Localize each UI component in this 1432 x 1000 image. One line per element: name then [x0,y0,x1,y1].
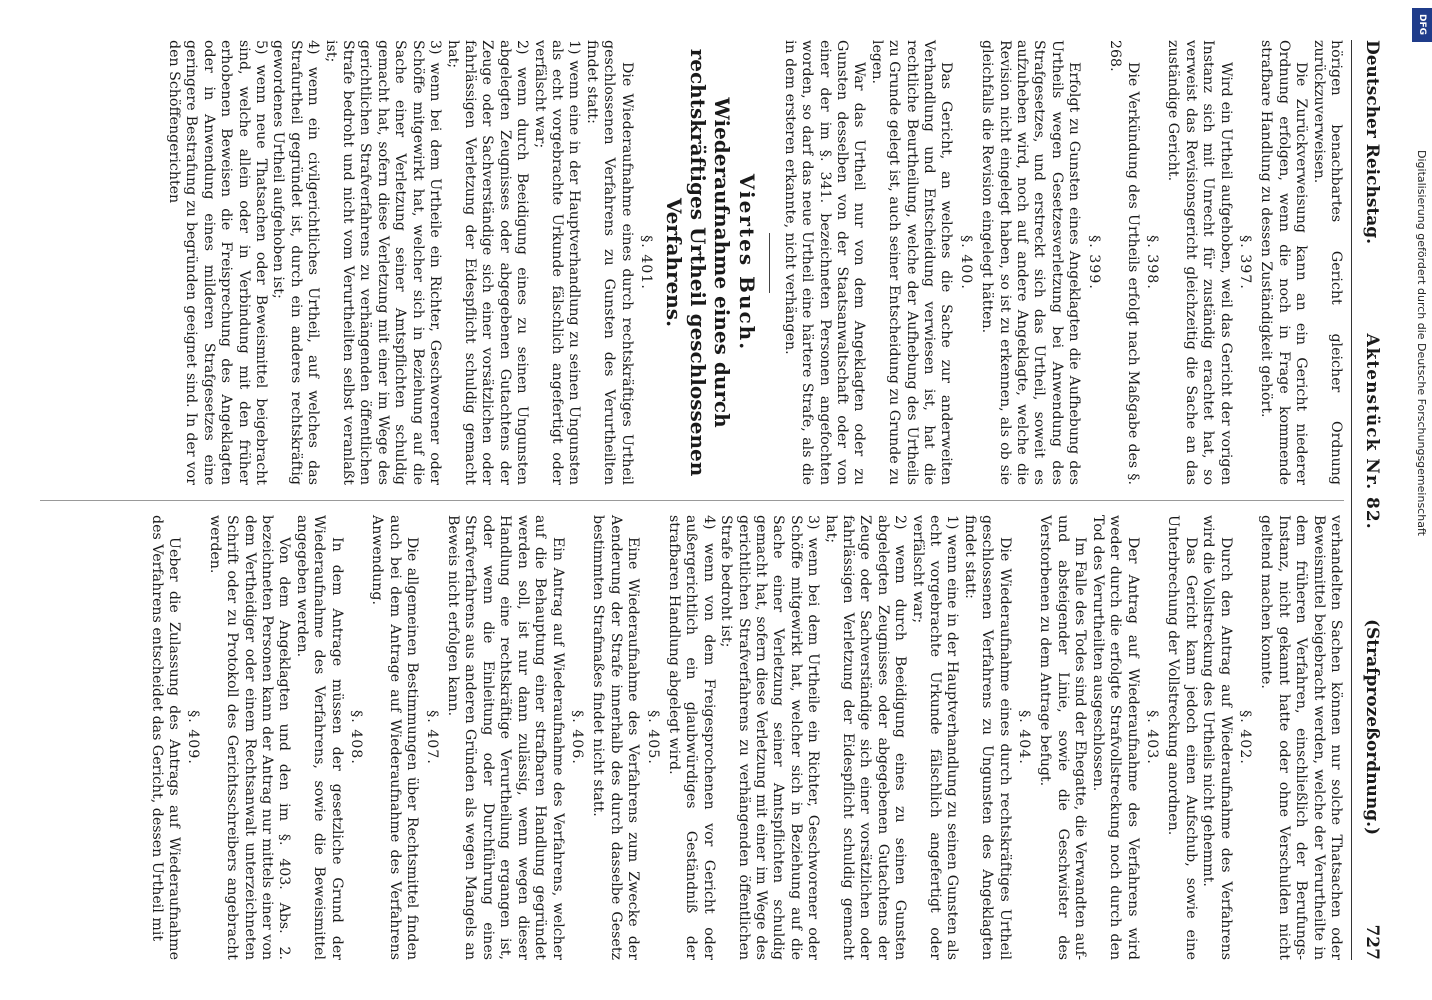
section-heading: §. 404. [1016,710,1033,765]
section-heading: §. 409. [185,710,202,765]
paragraph: Die allgemeinen Bestimmungen über Rechtsmittel finden auch bei dem Antrage auf Wiederaufnahme des Verfahrens Anwendung. [369,515,421,960]
section-heading: §. 402. [1236,710,1253,765]
paragraph: Erfolgt zu Gunsten eines Angeklagten die Aufhebung des Urtheils wegen Gesetzesverletzung bei Anwendung des Strafgesetzes, und erstreckt sich das Urtheil, soweit es aufzuheben wird, noch auf andere Angeklagte, welche die Revision nicht eingelegt haben, so ist zu erkennen, als ob sie gleichfalls die Revision eingelegt hätten. [979,40,1083,485]
paragraph: Die Wiederaufnahme eines durch rechtskräftiges Urtheil geschlossenen Verfahrens zu Ungunsten des Angeklagten findet statt: [961,515,1013,960]
list-item: 3) wenn bei dem Urtheile ein Richter, Geschworener oder Schöffe mitgewirkt hat, welcher sich in Beziehung auf die Sache einer Verletzung seiner Amtspflichten schuldig gemacht hat, sofern diese Verletzung mit einer im Wege des gerichtlichen Strafverfahrens zu verhängenden öffentlichen Strafe bedroht und nicht vom Verurtheilten selbst veranlaßt ist; [322,40,444,485]
paragraph: Ueber die Zulassung des Antrags auf Wiederaufnahme des Verfahrens entscheidet das Gericht, dessen Urtheil mit [148,515,182,960]
section-heading: §. 408. [348,710,365,765]
paragraph: Ein Antrag auf Wiederaufnahme des Verfahrens, welcher auf die Behauptung einer strafbaren Handlung gegründet werden soll, ist nur dann zulässig, wenn wegen dieser Handlung eine rechtskräftige Verurtheilung ergangen ist, oder wenn die Einleitung oder Durchführung eines Strafverfahrens aus anderen Gründen als wegen Mangels an Beweis nicht erfolgen kann. [445,515,566,960]
section-heading: §. 405. [644,710,661,765]
page-header [1351,40,1392,960]
paragraph: Die Verkündung des Urtheils erfolgt nach Maßgabe des §. 268. [1107,40,1141,485]
list-item: 1) wenn eine in der Hauptverhandlung zu seinen Ungunsten als echt vorgebrachte Urkunde fälschlich angefertigt oder verfälscht war; [531,40,583,485]
paragraph: Wird ein Urtheil aufgehoben, weil das Gericht der vorigen Instanz sich mit Unrecht für zuständig erachtet hat, so verweist das Revisionsgericht gleichzeitig die Sache an das zuständige Gericht. [1165,40,1234,485]
paragraph: Die Wiederaufnahme eines durch rechtskräftiges Urtheil geschlossenen Verfahrens zu Gunsten des Verurtheilten findet statt: [583,40,635,485]
paragraph: Eine Wiederaufnahme des Verfahrens zum Zwecke der Aenderung der Strafe innerhalb des durch dasselbe Gesetz bestimmten Strafmaßes findet nicht statt. [590,515,642,960]
paragraph: Durch den Antrag auf Wiederaufnahme des Verfahrens wird die Vollstreckung des Urtheils nicht gehemmt. [1200,515,1234,960]
section-heading: §. 399. [1085,235,1102,290]
section-heading: §. 406. [568,710,585,765]
paragraph: In dem Antrage müssen der gesetzliche Grund der Wiederaufnahme des Verfahrens, sowie die Beweismittel angegeben werden. [293,515,345,960]
section-heading: §. 407. [423,710,440,765]
divider [769,233,770,293]
paragraph: War das Urtheil nur von dem Angeklagten oder zu Gunsten desselben von der Staatsanwaltschaft oder von einer der im §. 341. bezeichneten Personen angefochten worden, so darf das neue Urtheil eine härtere Strafe, als die in dem ersteren erkannte, nicht verhängen. [781,40,868,485]
paragraph: Der Antrag auf Wiederaufnahme des Verfahrens wird weder durch die erfolgte Strafvollstreckung noch durch den Tod des Verurtheilten ausgeschlossen. [1089,515,1141,960]
paragraph: Im Falle des Todes sind der Ehegatte, die Verwandten auf- und absteigender Linie, sowie die Geschwister des Verstorbenen zu dem Antrage befugt. [1037,515,1089,960]
list-item: 4) wenn von dem Freigesprochenen vor Gericht oder außergerichtlich ein glaubwürdiges Geständniß der strafbaren Handlung abgelegt wird. [665,515,717,960]
section-heading: §. 401. [638,235,654,290]
list-item: 4) wenn ein civilgerichtliches Urtheil, auf welches das Strafurtheil gegründet ist, durch ein anderes rechtskräftig gewordenes Urtheil aufgehoben ist; [270,40,322,485]
paragraph: Die Zurückverweisung kann an ein Gericht niederer Ordnung erfolgen, wenn die noch in Frage kommende strafbare Handlung zu dessen Zuständigkeit gehört. [1258,40,1310,485]
footer-text: Digitalisierung gefördert durch die Deutsche Forschungsgemeinschaft [1415,150,1428,536]
list-item: 3) wenn bei dem Urtheile ein Richter, Geschworener oder Schöffe mitgewirkt hat, welcher sich in Beziehung auf die Sache einer Verletzung seiner Amtspflichten schuldig gemacht hat, sofern diese Verletzung mit einer im Wege des gerichtlichen Strafverfahrens zu verhängenden öffentlichen Strafe bedroht ist; [718,515,822,960]
list-item: 2) wenn durch Beeidigung eines zu seinen Gunsten abgelegten Zeugnisses oder abgegebenen Gutachtens der Zeuge oder Sachverständige sich einer vorsätzlichen oder fahrlässigen Verletzung der Eidespflicht schuldig gemacht hat; [822,515,909,960]
dfg-logo: DFG [1412,8,1432,42]
right-column [40,515,1344,960]
header-right-label: (Strafprozeßordnung.) [1362,618,1382,836]
paragraph: hörigen benachbartes Gericht gleicher Ordnung zurückzuverweisen. [1310,40,1344,485]
section-heading: §. 403. [1143,710,1160,765]
paragraph: Von dem Angeklagten und den im §. 403. Abs. 2. bezeichneten Personen kann der Antrag nur mittels einer von dem Vertheidiger oder einem Rechtsanwalt unterzeichneten Schrift oder zu Protokoll des Gerichtsschreibers angebracht werden. [206,515,293,961]
book-title: Wiederaufnahme eines durch rechtskräftiges Urtheil geschlossenen Verfahrens. [662,48,734,477]
page-number: 727 [1362,924,1382,960]
left-column [40,40,1344,485]
list-item: 2) wenn durch Beeidigung eines zu seinen Ungunsten abgelegten Zeugnisses oder abgegebenen Gutachtens der Zeuge oder Sachverständige sich einer vorsätzlichen oder fahrlässigen Verletzung der Eidespflicht schuldig gemacht hat; [444,40,531,485]
list-item: 5) wenn neue Thatsachen oder Beweismittel beigebracht sind, welche allein oder in Verbindung mit den früher erhobenen Beweisen die Freisprechung des Angeklagten oder in Anwendung eines milderen Strafgesetzes eine geringere Bestrafung zu begründen geeignet sind. In der vor den Schöffengerichten [166,40,270,485]
header-left: Deutscher Reichstag. [1362,40,1382,245]
section-heading: §. 397. [1236,235,1253,290]
book-heading: Viertes Buch. [735,173,760,352]
paragraph: Das Gericht kann jedoch einen Aufschub, sowie eine Unterbrechung der Vollstreckung anordnen. [1165,515,1199,960]
column-divider [40,500,1344,501]
section-heading: §. 398. [1143,235,1160,290]
header-center: Aktenstück Nr. 82. [1362,333,1382,530]
paragraph: Das Gericht, an welches die Sache zur anderweiten Verhandlung und Entscheidung verwiesen ist, hat die rechtliche Beurtheilung, welche der Aufhebung des Urtheils zu Grunde gelegt ist, auch seiner Entscheidung zu Grunde zu legen. [868,40,955,485]
list-item: 1) wenn eine in der Hauptverhandlung zu seinen Gunsten als echt vorgebrachte Urkunde fälschlich angefertigt oder verfälscht war; [909,515,961,960]
paragraph: verhandelten Sachen können nur solche Thatsachen oder Beweismittel beigebracht werden, welche der Verurtheilte in dem früheren Verfahren, einschließlich der Berufungs-Instanz, nicht gekannt hatte oder ohne Verschulden nicht geltend machen konnte. [1258,515,1344,960]
digitization-footer [1412,150,1430,1000]
section-heading: §. 400. [957,235,974,290]
